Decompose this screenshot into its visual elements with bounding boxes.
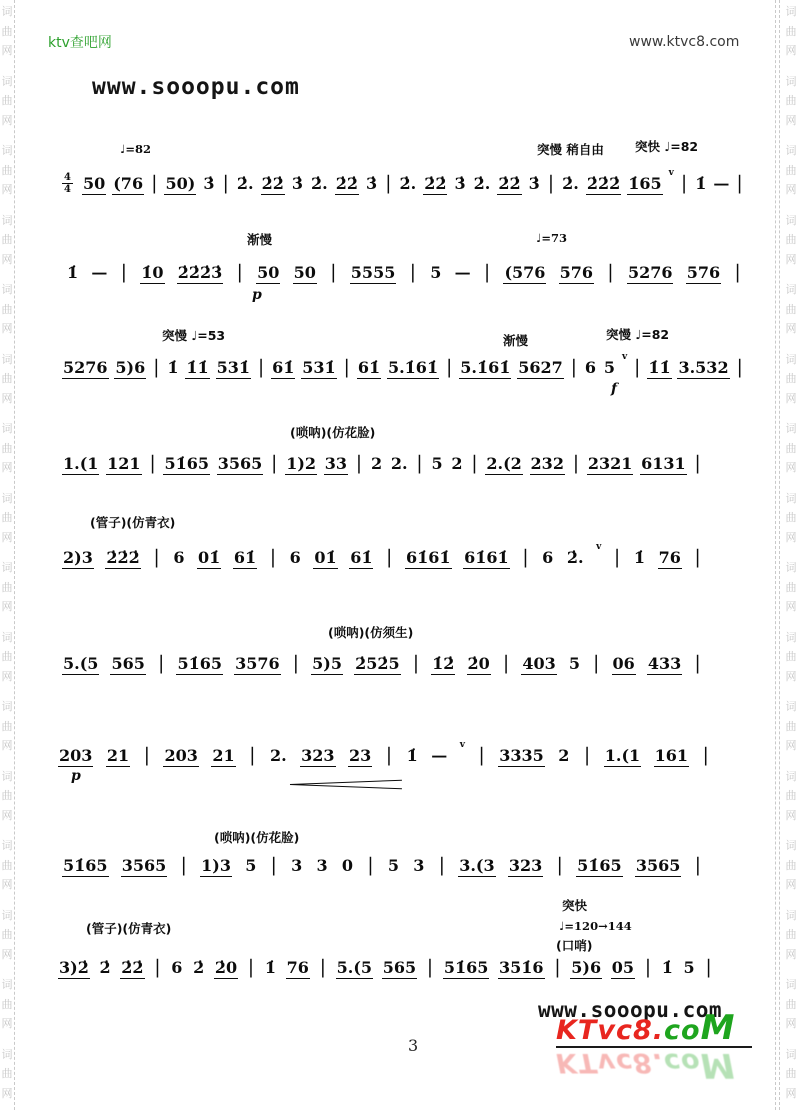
notation-token: |	[143, 744, 151, 766]
notation-token: 351̇6	[499, 958, 544, 977]
music-system-1	[62, 168, 744, 195]
logo-reflection-cap: M	[700, 1045, 736, 1085]
notation-token: |	[343, 356, 350, 378]
notation-token: |	[583, 744, 591, 766]
notation-token: 51̇65	[577, 856, 622, 875]
notation-token: 76	[286, 958, 309, 977]
notation-token: 01̇	[198, 548, 221, 567]
notation-token: |	[412, 652, 420, 674]
notation-token: |	[607, 261, 614, 283]
notation-token: |	[319, 956, 326, 978]
notation-token: |	[271, 452, 278, 474]
notation-token: 6	[542, 548, 554, 567]
notation-token: 50	[293, 263, 316, 282]
notation-token: |	[702, 744, 709, 766]
notation-token: 1̇2̇	[432, 654, 455, 673]
notation-token: 1̇1̇	[186, 358, 209, 377]
notation-token: |	[385, 744, 393, 766]
logo-red-part: KTvc8	[556, 1015, 653, 1046]
notation-token: 323	[508, 856, 543, 875]
music-system-4	[62, 452, 702, 475]
notation-token: 1̇	[406, 746, 418, 765]
notation-token: 2̇2̇	[424, 174, 447, 193]
dynamic-mark: p	[252, 287, 262, 303]
notation-token: |	[705, 956, 712, 978]
notation-token: 21	[212, 746, 235, 765]
notation-token: |	[409, 261, 416, 283]
music-system-6	[62, 652, 702, 675]
notation-token: 23	[349, 746, 372, 765]
notation-token: 61̇	[233, 548, 257, 567]
notation-token: 2)3	[63, 548, 93, 567]
notation-token: 565	[382, 958, 417, 977]
notation-token: 576	[686, 263, 721, 282]
notation-token: 51̇65	[443, 958, 489, 977]
notation-token: 161	[654, 746, 689, 765]
notation-token: 6	[171, 958, 183, 977]
notation-token: 2	[451, 454, 463, 473]
notation-token: |	[180, 854, 187, 876]
notation-token: |	[522, 546, 529, 568]
notation-token: 1̇	[661, 958, 673, 977]
notation-token: |	[416, 452, 423, 474]
notation-token: 3.(3	[459, 856, 495, 875]
notation-token: 2̇2̇	[335, 174, 358, 193]
notation-token: v	[668, 168, 674, 178]
notation-token: 1̇	[167, 358, 179, 377]
notation-token: v	[459, 740, 465, 750]
notation-token: |	[694, 546, 701, 568]
notation-token: 51̇65	[63, 856, 108, 875]
notation-token: 21	[106, 746, 130, 765]
notation-token: 5555	[350, 263, 396, 282]
notation-token: 531̇	[216, 358, 250, 377]
notation-token: 2̇52̇5	[355, 654, 400, 673]
notation-token: 2̇	[193, 958, 205, 977]
site-url-link[interactable]: www.ktvc8.com	[629, 34, 740, 50]
notation-token: v	[621, 352, 628, 362]
notation-token: 203	[164, 746, 198, 765]
notation-token: |	[554, 956, 561, 978]
notation-token: 3̇	[365, 174, 378, 193]
music-system-7	[58, 740, 710, 767]
notation-token: 5)6	[115, 358, 146, 377]
notation-token: 33	[324, 454, 348, 473]
notation-token: 403	[522, 654, 556, 673]
notation-token: —	[431, 746, 448, 765]
notation-token: 5)6	[571, 958, 602, 977]
score-annotation: (管子)(仿青衣)	[86, 921, 172, 936]
notation-token: 5.1̇61̇	[387, 358, 439, 377]
notation-token: |	[153, 356, 160, 378]
left-border-text: 词 曲 网 词 曲 网 词 曲 网 词 曲 网 词 曲 网 词 曲 网 词 曲 网 词 曲 网 词 曲 网 词 曲 网 词 曲 网 词 曲 网 词 曲 网 词 曲 网 词 曲 网 词 曲 网	[1, 5, 13, 1100]
notation-token: |	[570, 356, 578, 378]
notation-token: 5	[387, 856, 400, 875]
notation-token: 3̇	[454, 174, 466, 193]
notation-token: |	[680, 172, 688, 194]
notation-token: 3565	[121, 856, 167, 875]
score-annotation: 突慢 ♩=82	[606, 327, 670, 342]
notation-token: |	[736, 172, 743, 194]
score-annotation: (管子)(仿青衣)	[90, 515, 176, 530]
sooopu-watermark-bottom: www.sooopu.com	[538, 998, 723, 1022]
notation-token: 1)2	[286, 454, 317, 473]
notation-token: 1.(1	[604, 746, 641, 765]
notation-token: 323	[301, 746, 335, 765]
notation-token: |	[694, 652, 701, 674]
crescendo-hairpin	[290, 779, 402, 789]
notation-token: 5)5	[312, 654, 342, 673]
logo-green-part: co	[664, 1015, 701, 1046]
notation-token: |	[151, 172, 158, 194]
notation-token: 6	[289, 548, 301, 567]
notation-token: 3̇	[291, 174, 303, 193]
notation-token: |	[154, 956, 161, 978]
notation-token: |	[367, 854, 374, 876]
notation-token: |	[247, 956, 255, 978]
notation-token: |	[292, 652, 300, 674]
notation-token: |	[736, 356, 743, 378]
notation-token: 3	[291, 856, 303, 875]
notation-token: |	[386, 546, 393, 568]
notation-token: 2̇2̇	[121, 958, 144, 977]
logo-dot: .	[652, 1015, 664, 1046]
notation-token: 2̇	[99, 958, 111, 977]
notation-token: 1)3	[201, 856, 231, 875]
notation-token: 5	[603, 358, 616, 377]
notation-token: v	[596, 542, 602, 552]
notation-token: |	[426, 956, 434, 978]
score-annotation: 突慢 稍自由	[537, 142, 604, 157]
notation-token: 3565	[635, 856, 681, 875]
notation-token: |	[694, 854, 701, 876]
notation-token: 3	[413, 856, 425, 875]
notation-token: 01̇	[314, 548, 337, 567]
notation-token: 433	[647, 654, 682, 673]
notation-token: 2	[370, 454, 383, 473]
notation-token: 61̇61̇	[406, 548, 451, 567]
notation-token: 1̇	[695, 174, 707, 193]
notation-token: 2̇0	[467, 654, 490, 673]
music-system-5	[62, 542, 702, 569]
notation-token: |	[483, 261, 491, 283]
notation-token: 2̇.	[473, 174, 491, 193]
notation-token: |	[471, 452, 478, 474]
notation-token: |	[157, 652, 165, 674]
notation-token: 3576	[235, 654, 280, 673]
notation-token: 06	[612, 654, 635, 673]
notation-token: 2̇2̇2̇	[106, 548, 140, 567]
notation-token: 2̇.	[310, 174, 328, 193]
notation-token: |	[572, 452, 580, 474]
score-annotation: 渐慢	[503, 333, 529, 348]
notation-token: 531̇	[302, 358, 336, 377]
notation-token: |	[694, 452, 701, 474]
notation-token: |	[438, 854, 445, 876]
notation-token: |	[734, 261, 741, 283]
notation-token: 5	[430, 263, 442, 282]
score-annotation: 突快	[562, 898, 588, 913]
notation-token: 6	[584, 358, 597, 377]
page-number: 3	[408, 1036, 419, 1055]
notation-token: 5.1̇61̇	[460, 358, 511, 377]
notation-token: 5276	[63, 358, 108, 377]
score-annotation: 渐慢	[247, 232, 273, 247]
notation-token: 50)	[165, 174, 196, 193]
notation-token: 232	[530, 454, 564, 473]
notation-token: |	[547, 172, 555, 194]
notation-token: 76	[658, 548, 681, 567]
notation-token: 2̇2̇	[498, 174, 521, 193]
notation-token: 2̇.	[566, 548, 584, 567]
score-annotation: (唢呐)(仿须生)	[328, 625, 414, 640]
notation-token: 3̇	[528, 174, 540, 193]
notation-token: |	[478, 744, 485, 766]
notation-token: |	[330, 261, 337, 283]
notation-token: |	[556, 854, 563, 876]
score-annotation: ♩=73	[536, 231, 568, 245]
notation-token: 565	[111, 654, 145, 673]
notation-token: 1̇	[264, 958, 276, 977]
notation-token: 2̇.	[236, 174, 254, 193]
score-annotation: (口哨)	[556, 938, 593, 953]
notation-token: 2̇2̇	[261, 174, 284, 193]
notation-token: 2̇.	[562, 174, 579, 193]
music-system-8	[62, 854, 702, 877]
notation-token: 1̇0	[141, 263, 164, 282]
site-name-link[interactable]: ktv查吧网	[48, 35, 112, 51]
notation-token: 2̇2̇2̇	[586, 174, 621, 193]
sooopu-watermark-top: www.sooopu.com	[92, 74, 300, 100]
notation-token: |	[269, 546, 277, 568]
score-annotation: ♩=82	[120, 142, 152, 156]
notation-token: 3)2̇	[59, 958, 89, 977]
notation-token: 576	[559, 263, 594, 282]
notation-token: |	[153, 546, 160, 568]
notation-token: 5.(5	[336, 958, 373, 977]
notation-token: 3335	[499, 746, 544, 765]
notation-token: 2.(2	[486, 454, 522, 473]
notation-token: 61̇	[357, 358, 381, 377]
notation-token: |	[236, 261, 243, 283]
notation-token: |	[222, 172, 229, 194]
notation-token: 2.	[269, 746, 287, 765]
notation-token: (576	[504, 263, 546, 282]
notation-token: |	[613, 546, 621, 568]
notation-token: |	[644, 956, 652, 978]
notation-token: —	[713, 174, 730, 193]
score-annotation: ♩=120→144	[559, 919, 632, 933]
score-annotation: 突慢 ♩=53	[162, 328, 226, 343]
time-signature: 4 4	[64, 172, 71, 195]
notation-token: |	[593, 652, 600, 674]
notation-token: |	[502, 652, 510, 674]
notation-token: |	[270, 854, 277, 876]
music-system-3	[62, 352, 744, 379]
notation-token: |	[634, 356, 641, 378]
notation-token: 1̇1̇	[648, 358, 671, 377]
notation-token: 61̇	[272, 358, 295, 377]
notation-token: |	[385, 172, 392, 194]
notation-token: 1̇	[633, 548, 646, 567]
notation-token: —	[454, 263, 471, 282]
notation-token: 6	[173, 548, 185, 567]
score-annotation: 突快 ♩=82	[635, 139, 699, 154]
notation-token: 0	[341, 856, 354, 875]
music-system-2	[66, 261, 742, 284]
notation-token: |	[149, 452, 156, 474]
score-annotation: (唢呐)(仿花脸)	[290, 425, 376, 440]
logo-reflection-red: KTvc8	[556, 1047, 653, 1078]
logo-green-cap: M	[700, 1008, 736, 1048]
logo-reflection-dot: .	[652, 1047, 664, 1078]
notation-token: 61̇61̇	[464, 548, 509, 567]
notation-token: |	[355, 452, 363, 474]
dynamic-mark: p	[71, 768, 81, 784]
notation-token: 2̇0	[214, 958, 238, 977]
notation-token: 5	[568, 654, 580, 673]
notation-token: 3	[316, 856, 328, 875]
notation-token: 6131	[641, 454, 686, 473]
notation-token: 05	[611, 958, 635, 977]
notation-token: 51̇65	[177, 654, 222, 673]
notation-token: 5.(5	[63, 654, 99, 673]
notation-token: 2321	[587, 454, 633, 473]
notation-token: 2̇2̇2̇3̇	[177, 263, 223, 282]
notation-token: —	[91, 263, 108, 282]
notation-token: |	[257, 356, 265, 378]
notation-token: |	[249, 744, 256, 766]
notation-token: |	[120, 261, 128, 283]
notation-token: 5627	[518, 358, 563, 377]
notation-token: 5	[431, 454, 443, 473]
music-system-9	[58, 956, 713, 979]
notation-token: |	[445, 356, 453, 378]
notation-token: 203	[59, 746, 93, 765]
score-annotation: (唢呐)(仿花脸)	[214, 830, 300, 845]
ktvc8-logo-reflection	[556, 1045, 752, 1085]
notation-token: 1̇	[67, 263, 79, 282]
dynamic-mark: f	[611, 381, 618, 397]
right-border-text: 词 曲 网 词 曲 网 词 曲 网 词 曲 网 词 曲 网 词 曲 网 词 曲 网 词 曲 网 词 曲 网 词 曲 网 词 曲 网 词 曲 网 词 曲 网 词 曲 网 词 曲 网 词 曲 网	[785, 5, 797, 1100]
notation-token: 5276	[627, 263, 673, 282]
notation-token: 61̇	[350, 548, 373, 567]
notation-token: 2̇.	[399, 174, 417, 193]
notation-token: (76	[113, 174, 144, 193]
notation-token: 2	[558, 746, 570, 765]
notation-token: 3565	[217, 454, 263, 473]
notation-token: 51̇65	[164, 454, 209, 473]
notation-token: 3.532	[678, 358, 729, 377]
notation-token: 5	[683, 958, 695, 977]
notation-token: 5	[245, 856, 257, 875]
logo-reflection-green: co	[664, 1047, 701, 1078]
notation-token: 121	[107, 454, 141, 473]
notation-token: 50	[82, 174, 106, 193]
notation-token: 3̇	[203, 174, 215, 193]
notation-token: 50	[257, 263, 280, 282]
notation-token: 1.(1	[63, 454, 99, 473]
notation-token: 1̇65	[628, 174, 662, 193]
notation-token: 2.	[390, 454, 408, 473]
